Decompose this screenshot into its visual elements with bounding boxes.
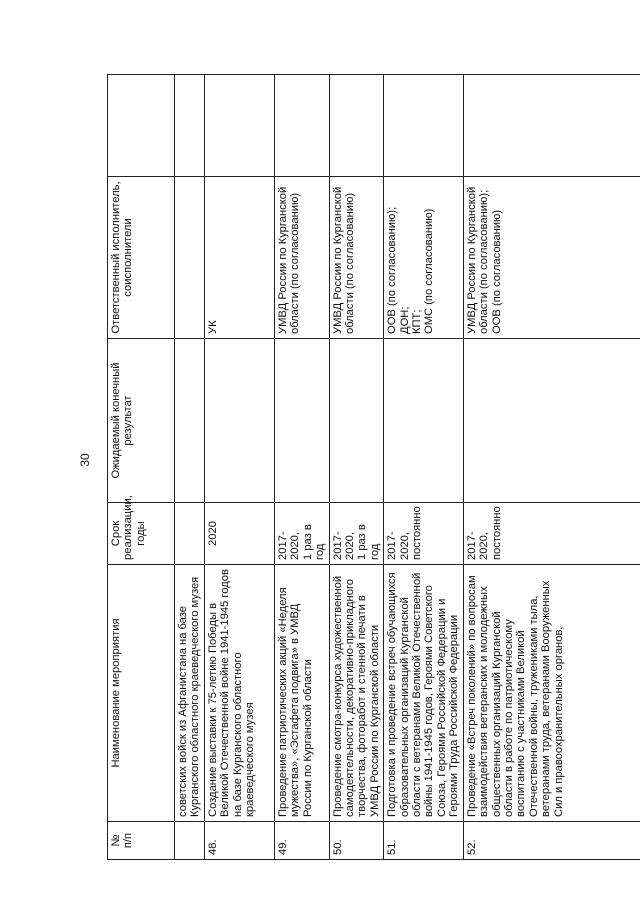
row-blank [463,75,640,177]
row-term: 2017-2020, постоянно [463,503,640,565]
row-activity: Проведение «Встреч поколений» по вопросам взаимодействия ветеранских и молодежных общественных организаций Курганской области в работе по патриотическому воспитанию с участниками Великой Отечественной войны, тружениками тыла, ветеранами труда, ветеранами Вооруженных Сил и правоохранительных органов, [463,565,640,822]
row-num [175,822,205,860]
row-term [175,503,205,565]
row-executor: ООВ (по согласованию); ДОН; КПТ; ОМС (по согласованию) [384,177,463,339]
rotated-table-wrapper [107,75,609,860]
row-executor: УМВД России по Курганской области (по согласованию) [329,177,384,339]
row-term: 2020 [205,503,275,565]
row-blank [329,75,384,177]
row-activity: Создание выставки к 75-летию Победы в Великой Отечественной войне 1941-1945 годов на базе Курганского областного краеведческого музея [205,565,275,822]
table-row [275,75,330,860]
row-activity: Проведение смотра-конкурса художественной самодеятельности, декоративно-прикладного творчества, фоторабот и стенной печати в УМВД России по Курганской области [329,565,384,822]
table-row [329,75,384,860]
row-result [175,339,205,503]
table-row [205,75,275,860]
row-result [384,339,463,503]
table-header-row [108,75,175,860]
table-row [463,75,640,860]
row-result [205,339,275,503]
row-blank [175,75,205,177]
row-executor: УМВД России по Курганской области (по согласованию) [275,177,330,339]
row-activity: советских войск из Афганистана на базе Курганского областного краеведческого музея [175,565,205,822]
row-executor [175,177,205,339]
row-blank [275,75,330,177]
page-number: 30 [78,453,92,467]
row-num: 48. [205,822,275,860]
row-result [463,339,640,503]
header-result: Ожидаемый конечный результат [108,339,175,503]
row-term: 2017-2020, 1 раз в год [329,503,384,565]
row-term: 2017-2020, 1 раз в год [275,503,330,565]
row-executor: УК [205,177,275,339]
row-blank [205,75,275,177]
row-activity: Проведение патриотических акций «Неделя мужества», «Эстафета подвига» в УМВД России по Курганской области [275,565,330,822]
row-executor: УМВД России по Курганской области (по согласованию); ООВ (по согласованию) [463,177,640,339]
table-row [384,75,463,860]
row-blank [384,75,463,177]
header-num: № п/п [108,822,175,860]
row-num: 51. [384,822,463,860]
header-activity: Наименование мероприятия [108,565,175,822]
row-term: 2017-2020, постоянно [384,503,463,565]
header-blank [108,75,175,177]
table-row [175,75,205,860]
row-result [275,339,330,503]
row-activity: Подготовка и проведение встреч обучающихся образовательных организаций Курганской области с ветеранами Великой Отечественной войны 1941-1945 годов, Героями Советского Союза, Героями Российской Федерации и Героями Труда Российской Федерации [384,565,463,822]
header-term: Срок реализации, годы [108,503,175,565]
row-num: 49. [275,822,330,860]
row-num: 52. [463,822,640,860]
activities-table [107,74,640,860]
row-result [329,339,384,503]
header-executor: Ответственный исполнитель, соисполнители [108,177,175,339]
row-num: 50. [329,822,384,860]
